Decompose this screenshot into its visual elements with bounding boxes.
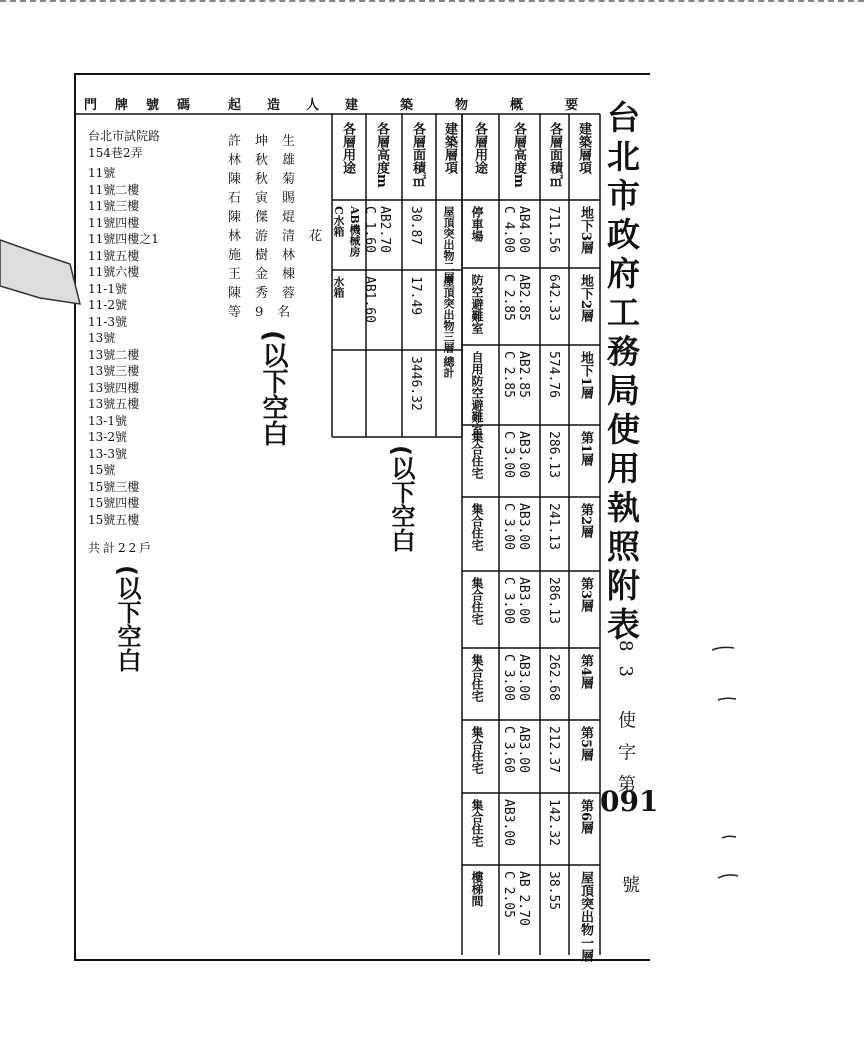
floor-height-cell: AB 2.70 C 2.05 [501,871,531,926]
area-row-label: 各層面積㎡ [547,122,562,187]
roof-height-row-label: 各層高度m [374,122,389,188]
floor-height-cell: AB3.00 C 3.60 [501,726,531,773]
floor-area-cell: 241.13 [546,503,561,550]
address-item: 13號三樓 [88,364,140,378]
address-item: 13-2號 [88,430,127,444]
floor-height-cell: AB3.00 C 3.00 [501,577,531,624]
blank-marker-owners: (以下空白 [258,330,288,446]
address-item: 11-2號 [88,298,127,312]
floor-name-cell: 屋頂突出物一層 [578,871,593,962]
floor-height-cell: AB2.85 C 2.85 [501,351,531,398]
address-item: 15號三樓 [88,479,140,494]
floor-use-cell: 集合住宅 [470,799,484,847]
floor-area-cell: 142.32 [546,799,561,846]
floor-use-cell: 自用防空避難室 [470,351,484,435]
blank-marker-addresses: (以下空白 [113,565,141,672]
address-item: 13-1號 [88,413,127,428]
floor-height-cell: AB2.85 C 2.85 [501,274,531,321]
floor-area-cell: 262.68 [546,654,561,701]
floor-use-cell: 樓梯間 [470,871,484,907]
address-item: 11號二樓 [88,182,140,197]
address-item: 11-1號 [88,281,127,296]
floor-name-cell: 第3層 [578,577,593,613]
roof-floor-row-label: 建築層項 [442,122,457,174]
address-lane: 154巷2弄 [88,145,143,160]
address-item: 15號五樓 [88,512,140,527]
floor-name-cell: 第2層 [578,503,593,539]
owner-name: 林秋雄 [228,153,310,168]
address-item: 11號四樓之1 [88,232,159,246]
floor-height-cell: AB3.00 [501,799,516,846]
address-item: 11號 [88,166,116,180]
roof-name-cell: 屋頂突出物三層 [442,276,455,353]
floor-use-cell: 集合住宅 [470,726,484,774]
owner-name: 等9名 [228,305,305,320]
floor-name-cell: 地下2層 [578,274,593,323]
roof-area-cell: 17.49 [408,276,423,316]
floor-name-cell: 地下1層 [578,351,593,400]
address-item: 11號三樓 [88,199,140,213]
address-column-header: 門牌號碼 [84,98,209,113]
floor-name-cell: 第6層 [578,799,593,835]
floor-area-cell: 642.33 [546,274,561,321]
roof-area-row-label: 各層面積㎡ [410,122,425,187]
floor-area-cell: 574.76 [546,351,561,398]
floor-area-cell: 212.37 [546,726,561,773]
floor-area-cell: 38.55 [546,871,561,911]
roof-use-cell: 水箱 [332,276,345,298]
roof-height-cell: AB1.60 [362,276,377,323]
floor-name-cell: 第5層 [578,726,593,762]
owner-column-header: 起造人 [228,98,346,113]
roof-area-cell: 30.87 [408,206,423,246]
roof-height-cell: AB2.70 C 1.60 [362,206,392,253]
floor-use-cell: 集合住宅 [470,654,484,702]
floor-use-cell: 停車場 [470,206,484,242]
floor-use-cell: 集合住宅 [470,503,484,551]
address-total: 共計22戶 [88,541,155,555]
roof-name-cell: 總計 [442,356,455,378]
floor-height-cell: AB4.00 C 4.00 [501,206,531,253]
floor-name-cell: 第4層 [578,654,593,690]
height-row-label: 各層高度m [511,122,526,188]
floor-use-cell: 防空避難室 [470,274,484,334]
roof-area-cell: 3446.32 [408,356,423,411]
address-item: 13號五樓 [88,397,140,411]
permit-prefix: 83 [615,640,636,691]
permit-suffix: 號 [619,875,640,893]
owner-name: 陳秀蓉 [228,286,310,301]
owner-name: 施樹林 [228,248,310,263]
document-title: 台北市政府工務局使用執照附表 [602,100,641,646]
floor-use-cell: 集合住宅 [470,431,484,479]
permit-number: 091 [600,785,659,818]
owner-name: 王金棟 [228,267,310,282]
address-item: 11-3號 [88,314,127,329]
address-item: 13-3號 [88,446,127,461]
roof-use-row-label: 各層用途 [340,122,355,174]
address-item: 11號四樓 [88,215,140,230]
address-item: 13號四樓 [88,380,140,395]
permit-label-text: 使字第 [615,710,636,807]
owner-name: 許坤生 [228,134,310,149]
floor-height-cell: AB3.00 C 3.00 [501,654,531,701]
floor-area-cell: 286.13 [546,577,561,624]
owner-name: 林游清花 [228,229,337,244]
owner-name: 陳秋菊 [228,172,310,187]
floor-height-cell: AB3.00 C 3.00 [501,503,531,550]
roof-use-cell: AB機械房 C水箱 [332,206,361,257]
address-item: 13號 [88,331,116,345]
roof-name-cell: 屋頂突出物二層 [442,206,455,283]
address-item: 15號四樓 [88,496,140,510]
floor-area-cell: 286.13 [546,431,561,478]
owner-name: 石寅賜 [228,191,310,206]
address-street: 台北市試院路 [88,129,161,143]
owner-name: 陳傑焜 [228,210,310,225]
floor-name-cell: 地下3層 [578,206,593,255]
address-item: 11號六樓 [88,265,140,279]
use-row-label: 各層用途 [472,122,487,174]
building-summary-header: 建築物概要 [345,98,621,113]
address-item: 15號 [88,463,116,477]
address-item: 11號五樓 [88,248,140,263]
floor-row-label: 建築層項 [576,122,591,174]
floor-name-cell: 第1層 [578,431,593,467]
blank-marker-table: (以下空白 [387,445,415,552]
floor-height-cell: AB3.00 C 3.00 [501,431,531,478]
floor-use-cell: 集合住宅 [470,577,484,625]
address-item: 13號二樓 [88,347,140,362]
floor-area-cell: 711.56 [546,206,561,253]
